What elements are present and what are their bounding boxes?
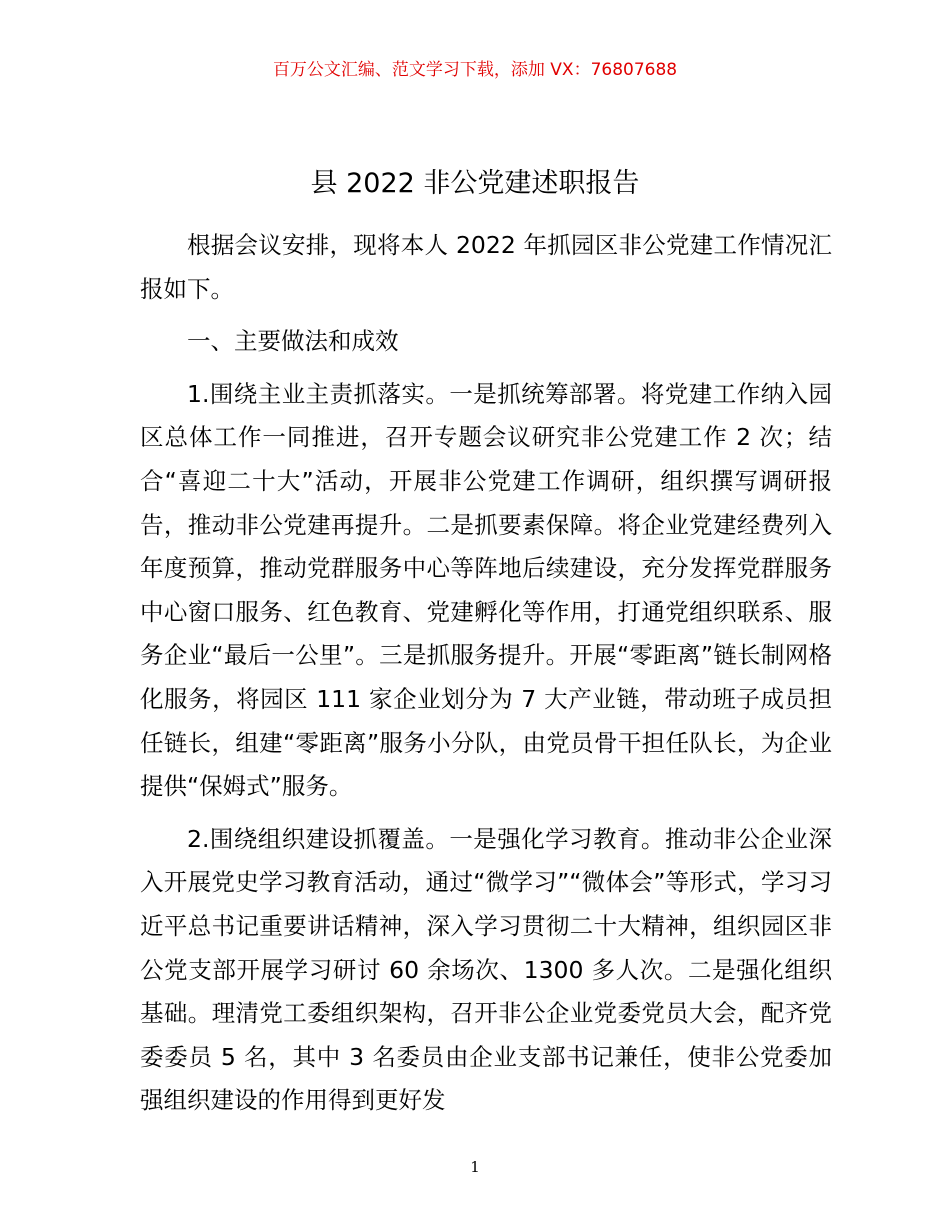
document-body (140, 224, 832, 1132)
page-number: 1 (470, 1158, 480, 1176)
intro-paragraph: 根据会议安排，现将本人 2022 年抓园区非公党建工作情况汇报如下。 (140, 231, 832, 303)
body-paragraph-2: 2.围绕组织建设抓覆盖。一是强化学习教育。推动非公企业深入开展党史学习教育活动，通过“微学习”“微体会”等形式，学习习近平总书记重要讲话精神，深入学习贯彻二十大精神，组织园区非公党支部开展学习研讨 60 余场次、1300 多人次。二是强化组织基础。理清党工委组织架构，召开非公企业党委党员大会，配齐党委委员 5 名，其中 3 名委员由企业支部书记兼任，使非公党委加强组织建设的作用得到更好发 (140, 824, 832, 1115)
section-heading: 一、主要做法和成效 (187, 327, 399, 356)
body-paragraph-1: 1.围绕主业主责抓落实。一是抓统筹部署。将党建工作纳入园区总体工作一同推进，召开专题会议研究非公党建工作 2 次；结合“喜迎二十大”活动，开展非公党建工作调研，组织撰写调研报告，推动非公党建再提升。二是抓要素保障。将企业党建经费列入年度预算，推动党群服务中心等阵地后续建设，充分发挥党群服务中心窗口服务、红色教育、党建孵化等作用，打通党组织联系、服务企业“最后一公里”。三是抓服务提升。开展“零距离”链长制网格化服务，将园区 111 家企业划分为 7 大产业链，带动班子成员担任链长，组建“零距离”服务小分队，由党员骨干担任队长，为企业提供“保姆式”服务。 (140, 379, 832, 801)
header-promo-text: 百万公文汇编、范文学习下载，添加 VX：76807688 (272, 60, 678, 80)
document-title: 县 2022 非公党建述职报告 (310, 168, 640, 199)
